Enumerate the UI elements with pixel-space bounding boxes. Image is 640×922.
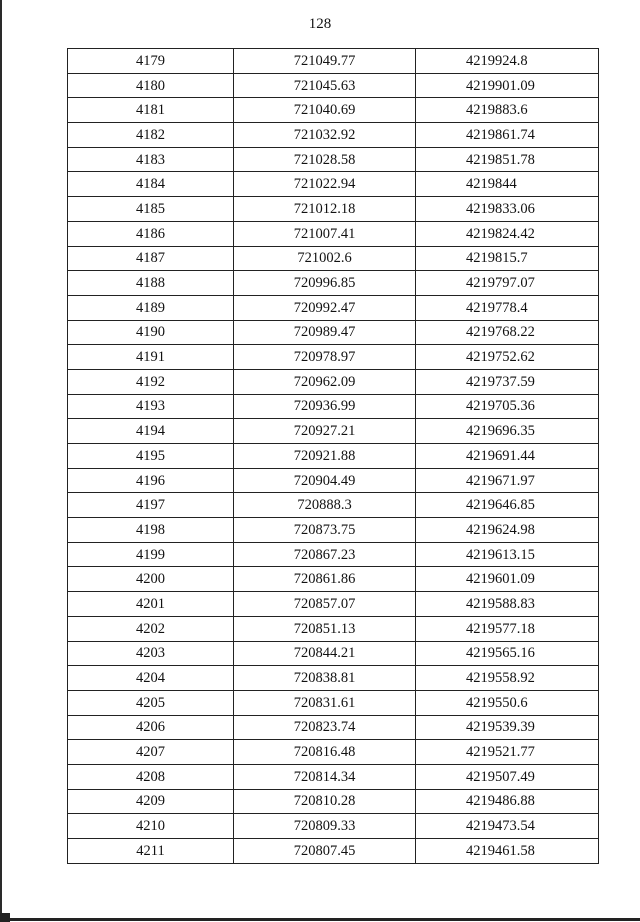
x-coordinate-cell: 720962.09 <box>234 369 416 394</box>
y-coordinate-cell: 4219601.09 <box>416 567 599 592</box>
point-id-cell: 4198 <box>68 518 234 543</box>
x-coordinate-cell: 721002.6 <box>234 246 416 271</box>
coordinate-table-body <box>68 49 599 864</box>
x-coordinate-cell: 720992.47 <box>234 295 416 320</box>
x-coordinate-cell: 720810.28 <box>234 789 416 814</box>
x-coordinate-cell: 721012.18 <box>234 197 416 222</box>
table-row <box>68 49 599 74</box>
x-coordinate-cell: 720816.48 <box>234 740 416 765</box>
table-row <box>68 468 599 493</box>
point-id-cell: 4187 <box>68 246 234 271</box>
x-coordinate-cell: 720921.88 <box>234 444 416 469</box>
y-coordinate-cell: 4219844 <box>416 172 599 197</box>
x-coordinate-cell: 720888.3 <box>234 493 416 518</box>
y-coordinate-cell: 4219588.83 <box>416 592 599 617</box>
x-coordinate-cell: 721032.92 <box>234 123 416 148</box>
point-id-cell: 4209 <box>68 789 234 814</box>
table-row <box>68 616 599 641</box>
table-row <box>68 542 599 567</box>
y-coordinate-cell: 4219473.54 <box>416 814 599 839</box>
point-id-cell: 4179 <box>68 49 234 74</box>
table-row <box>68 73 599 98</box>
x-coordinate-cell: 720857.07 <box>234 592 416 617</box>
table-row <box>68 271 599 296</box>
point-id-cell: 4193 <box>68 394 234 419</box>
point-id-cell: 4210 <box>68 814 234 839</box>
coordinate-table <box>67 48 599 864</box>
point-id-cell: 4206 <box>68 715 234 740</box>
x-coordinate-cell: 720851.13 <box>234 616 416 641</box>
point-id-cell: 4194 <box>68 419 234 444</box>
y-coordinate-cell: 4219883.6 <box>416 98 599 123</box>
table-row <box>68 394 599 419</box>
table-row <box>68 123 599 148</box>
point-id-cell: 4204 <box>68 666 234 691</box>
point-id-cell: 4199 <box>68 542 234 567</box>
point-id-cell: 4211 <box>68 839 234 864</box>
point-id-cell: 4186 <box>68 221 234 246</box>
x-coordinate-cell: 720936.99 <box>234 394 416 419</box>
x-coordinate-cell: 720814.34 <box>234 764 416 789</box>
x-coordinate-cell: 720823.74 <box>234 715 416 740</box>
point-id-cell: 4201 <box>68 592 234 617</box>
y-coordinate-cell: 4219565.16 <box>416 641 599 666</box>
table-row <box>68 419 599 444</box>
table-row <box>68 764 599 789</box>
point-id-cell: 4196 <box>68 468 234 493</box>
y-coordinate-cell: 4219646.85 <box>416 493 599 518</box>
x-coordinate-cell: 720867.23 <box>234 542 416 567</box>
y-coordinate-cell: 4219691.44 <box>416 444 599 469</box>
point-id-cell: 4208 <box>68 764 234 789</box>
x-coordinate-cell: 720838.81 <box>234 666 416 691</box>
x-coordinate-cell: 720873.75 <box>234 518 416 543</box>
table-row <box>68 740 599 765</box>
x-coordinate-cell: 720844.21 <box>234 641 416 666</box>
y-coordinate-cell: 4219624.98 <box>416 518 599 543</box>
table-row <box>68 345 599 370</box>
y-coordinate-cell: 4219507.49 <box>416 764 599 789</box>
point-id-cell: 4195 <box>68 444 234 469</box>
point-id-cell: 4200 <box>68 567 234 592</box>
point-id-cell: 4184 <box>68 172 234 197</box>
y-coordinate-cell: 4219696.35 <box>416 419 599 444</box>
y-coordinate-cell: 4219815.7 <box>416 246 599 271</box>
table-row <box>68 197 599 222</box>
point-id-cell: 4197 <box>68 493 234 518</box>
table-row <box>68 369 599 394</box>
y-coordinate-cell: 4219778.4 <box>416 295 599 320</box>
y-coordinate-cell: 4219833.06 <box>416 197 599 222</box>
y-coordinate-cell: 4219558.92 <box>416 666 599 691</box>
y-coordinate-cell: 4219924.8 <box>416 49 599 74</box>
table-row <box>68 320 599 345</box>
y-coordinate-cell: 4219752.62 <box>416 345 599 370</box>
table-row <box>68 641 599 666</box>
x-coordinate-cell: 720989.47 <box>234 320 416 345</box>
x-coordinate-cell: 720831.61 <box>234 690 416 715</box>
table-row <box>68 666 599 691</box>
table-row <box>68 690 599 715</box>
point-id-cell: 4203 <box>68 641 234 666</box>
table-row <box>68 444 599 469</box>
point-id-cell: 4185 <box>68 197 234 222</box>
point-id-cell: 4207 <box>68 740 234 765</box>
point-id-cell: 4205 <box>68 690 234 715</box>
y-coordinate-cell: 4219705.36 <box>416 394 599 419</box>
y-coordinate-cell: 4219901.09 <box>416 73 599 98</box>
y-coordinate-cell: 4219613.15 <box>416 542 599 567</box>
point-id-cell: 4192 <box>68 369 234 394</box>
table-row <box>68 814 599 839</box>
x-coordinate-cell: 721045.63 <box>234 73 416 98</box>
x-coordinate-cell: 721040.69 <box>234 98 416 123</box>
table-row <box>68 98 599 123</box>
point-id-cell: 4202 <box>68 616 234 641</box>
point-id-cell: 4188 <box>68 271 234 296</box>
table-row <box>68 172 599 197</box>
table-row <box>68 839 599 864</box>
table-row <box>68 221 599 246</box>
x-coordinate-cell: 720978.97 <box>234 345 416 370</box>
x-coordinate-cell: 720904.49 <box>234 468 416 493</box>
page-number: 128 <box>308 16 332 32</box>
table-row <box>68 715 599 740</box>
x-coordinate-cell: 721028.58 <box>234 147 416 172</box>
table-row <box>68 246 599 271</box>
x-coordinate-cell: 721022.94 <box>234 172 416 197</box>
y-coordinate-cell: 4219851.78 <box>416 147 599 172</box>
point-id-cell: 4183 <box>68 147 234 172</box>
x-coordinate-cell: 720809.33 <box>234 814 416 839</box>
x-coordinate-cell: 720807.45 <box>234 839 416 864</box>
y-coordinate-cell: 4219737.59 <box>416 369 599 394</box>
table-row <box>68 518 599 543</box>
y-coordinate-cell: 4219671.97 <box>416 468 599 493</box>
y-coordinate-cell: 4219486.88 <box>416 789 599 814</box>
y-coordinate-cell: 4219824.42 <box>416 221 599 246</box>
point-id-cell: 4180 <box>68 73 234 98</box>
y-coordinate-cell: 4219797.07 <box>416 271 599 296</box>
bottom-border-line <box>0 918 640 921</box>
x-coordinate-cell: 721049.77 <box>234 49 416 74</box>
y-coordinate-cell: 4219768.22 <box>416 320 599 345</box>
y-coordinate-cell: 4219577.18 <box>416 616 599 641</box>
bottom-corner-mark <box>0 913 10 922</box>
y-coordinate-cell: 4219861.74 <box>416 123 599 148</box>
table-row <box>68 147 599 172</box>
y-coordinate-cell: 4219461.58 <box>416 839 599 864</box>
point-id-cell: 4190 <box>68 320 234 345</box>
y-coordinate-cell: 4219521.77 <box>416 740 599 765</box>
x-coordinate-cell: 720996.85 <box>234 271 416 296</box>
table-row <box>68 567 599 592</box>
y-coordinate-cell: 4219539.39 <box>416 715 599 740</box>
x-coordinate-cell: 720861.86 <box>234 567 416 592</box>
scan-left-edge <box>0 0 2 922</box>
point-id-cell: 4181 <box>68 98 234 123</box>
y-coordinate-cell: 4219550.6 <box>416 690 599 715</box>
table-row <box>68 592 599 617</box>
x-coordinate-cell: 721007.41 <box>234 221 416 246</box>
point-id-cell: 4189 <box>68 295 234 320</box>
x-coordinate-cell: 720927.21 <box>234 419 416 444</box>
table-row <box>68 493 599 518</box>
point-id-cell: 4191 <box>68 345 234 370</box>
point-id-cell: 4182 <box>68 123 234 148</box>
table-row <box>68 295 599 320</box>
table-row <box>68 789 599 814</box>
